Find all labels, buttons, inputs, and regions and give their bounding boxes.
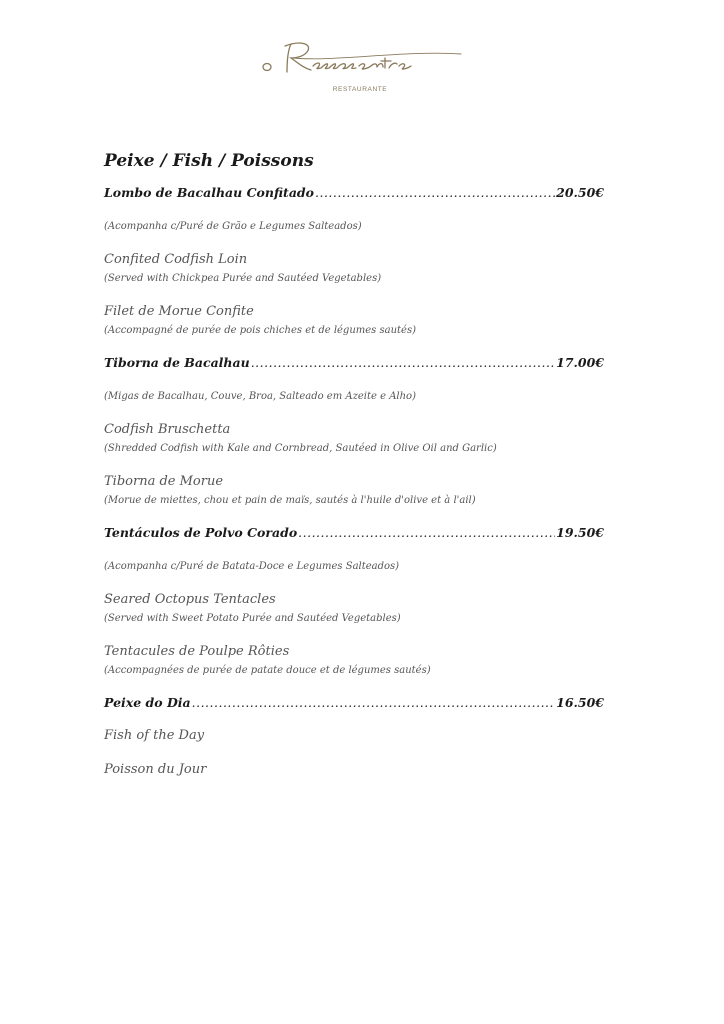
dish-name-fr: Tiborna de Morue — [104, 474, 224, 489]
dish-description-en: (Shredded Codfish with Kale and Cornbread, Sautéed in Olive Oil and Garlic) — [104, 443, 497, 454]
dish-name: Peixe do Dia — [104, 695, 191, 710]
menu-content — [104, 146, 604, 780]
logo-subtitle: RESTAURANTE — [332, 86, 388, 93]
dish-description-en: (Served with Sweet Potato Purée and Sautéed Vegetables) — [104, 613, 401, 624]
dish-name-en: Seared Octopus Tentacles — [104, 592, 276, 607]
dish-description-pt: (Acompanha c/Puré de Grão e Legumes Salteados) — [104, 221, 362, 232]
dish-item — [104, 352, 604, 510]
dish-name-fr: Poisson du Jour — [104, 762, 207, 777]
dish-price: 17.00€ — [556, 355, 604, 370]
restaurant-logo — [255, 36, 465, 98]
dish-name: Lombo de Bacalhau Confitado — [104, 185, 314, 200]
dish-name-en: Confited Codfish Loin — [104, 252, 248, 267]
dish-item — [104, 522, 604, 680]
dish-description-fr: (Accompagnées de purée de patate douce et de légumes sautés) — [104, 665, 431, 676]
dish-description-en: (Served with Chickpea Purée and Sautéed Vegetables) — [104, 273, 382, 284]
dish-name-en: Fish of the Day — [104, 728, 205, 743]
dish-description-pt: (Acompanha c/Puré de Batata-Doce e Legumes Salteados) — [104, 561, 400, 572]
dish-item — [104, 692, 604, 780]
dish-price: 19.50€ — [556, 525, 604, 540]
dish-name-fr: Filet de Morue Confite — [104, 304, 254, 319]
dish-item — [104, 182, 604, 340]
leader-dots — [251, 352, 555, 374]
leader-dots — [315, 182, 555, 204]
dish-line — [104, 352, 604, 374]
section-title: Peixe / Fish / Poissons — [104, 151, 314, 171]
dish-price: 16.50€ — [556, 695, 604, 710]
dish-name-fr: Tentacules de Poulpe Rôties — [104, 644, 290, 659]
dish-price: 20.50€ — [556, 185, 604, 200]
dish-name: Tiborna de Bacalhau — [104, 355, 250, 370]
dish-name-en: Codfish Bruschetta — [104, 422, 231, 437]
dish-description-fr: (Accompagné de purée de pois chiches et de légumes sautés) — [104, 325, 416, 336]
dish-line — [104, 522, 604, 544]
dish-description-pt: (Migas de Bacalhau, Couve, Broa, Salteado em Azeite e Alho) — [104, 391, 416, 402]
dish-name: Tentáculos de Polvo Corado — [104, 525, 298, 540]
leader-dots — [298, 522, 555, 544]
logo-script — [255, 36, 465, 84]
dish-line — [104, 692, 604, 714]
dish-line — [104, 182, 604, 204]
leader-dots — [192, 692, 556, 714]
dish-description-fr: (Morue de miettes, chou et pain de maïs, sautés à l'huile d'olive et à l'ail) — [104, 495, 476, 506]
